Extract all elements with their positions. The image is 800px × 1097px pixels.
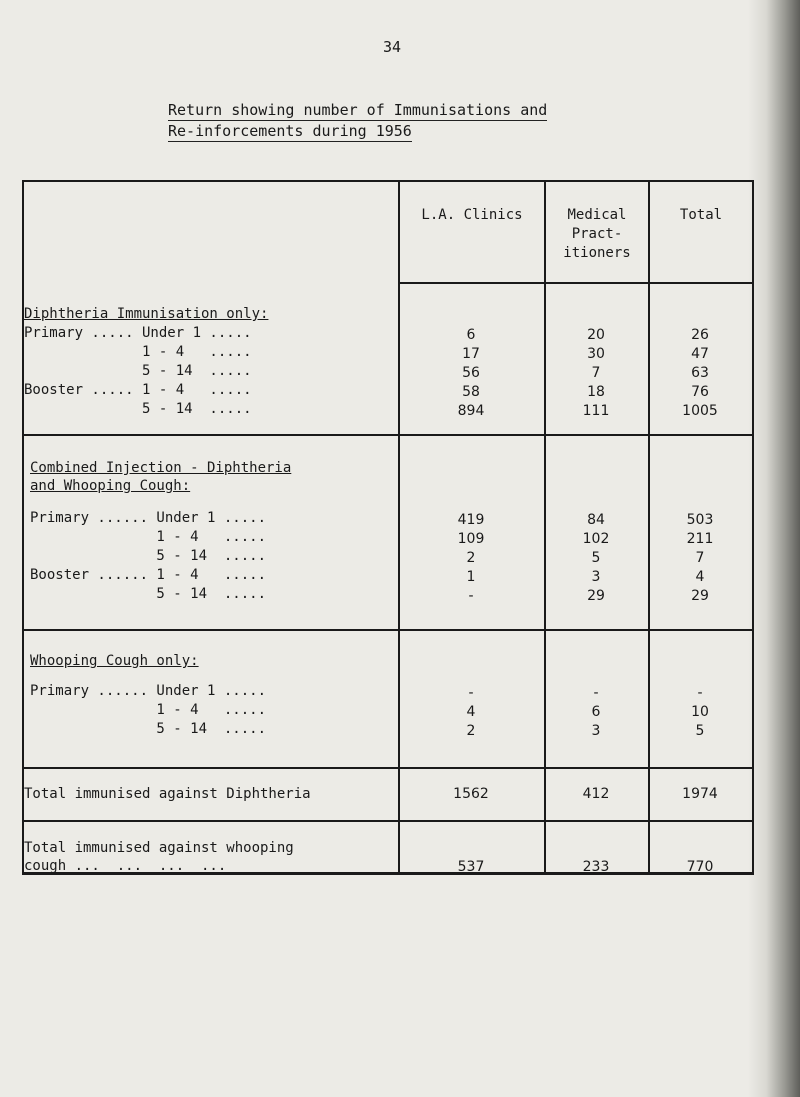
row-divider-1	[24, 434, 752, 436]
whoop-row-label: 5 - 14 .....	[30, 721, 267, 737]
diph-total: 26	[691, 327, 709, 343]
whoop-total: 10	[691, 704, 709, 720]
whoop-la: -	[468, 685, 474, 701]
diph-mp: 30	[587, 346, 605, 362]
total-diphtheria-total: 1974	[682, 786, 718, 802]
page-edge-shadow	[748, 0, 800, 1097]
page-number: 34	[383, 38, 402, 56]
diphtheria-heading: Diphtheria Immunisation only:	[24, 306, 269, 322]
combined-heading-2: and Whooping Cough:	[30, 478, 191, 494]
total-diphtheria-mp: 412	[582, 786, 610, 802]
diph-la: 17	[462, 346, 480, 362]
comb-row-label: 5 - 14 .....	[30, 586, 267, 602]
comb-total: 503	[686, 512, 714, 528]
whoop-total: 5	[695, 723, 705, 739]
comb-la: 2	[466, 550, 476, 566]
whoop-mp: 3	[591, 723, 601, 739]
whoop-row-label: Primary ...... Under 1 .....	[30, 683, 267, 699]
diph-row-label: Booster ..... 1 - 4 .....	[24, 382, 252, 398]
comb-total: 29	[691, 588, 709, 604]
total-whooping-la: 537	[457, 859, 485, 875]
row-divider-2	[24, 629, 752, 631]
comb-row-label: 1 - 4 .....	[30, 529, 267, 545]
diph-la: 894	[457, 403, 485, 419]
diph-row-label: 5 - 14 .....	[24, 363, 252, 379]
comb-row-label: 5 - 14 .....	[30, 548, 267, 564]
whoop-la: 2	[466, 723, 476, 739]
comb-la: -	[468, 588, 474, 604]
row-divider-4	[24, 820, 752, 822]
diph-row-label: 5 - 14 .....	[24, 401, 252, 417]
diph-mp: 111	[582, 403, 610, 419]
comb-mp: 5	[591, 550, 601, 566]
diph-mp: 20	[587, 327, 605, 343]
diph-mp: 18	[587, 384, 605, 400]
total-diphtheria-la: 1562	[453, 786, 489, 802]
header-total: Total	[679, 207, 723, 223]
total-whooping-label-2: cough ... ... ... ...	[24, 858, 227, 874]
comb-total: 7	[695, 550, 705, 566]
comb-row-label: Primary ...... Under 1 .....	[30, 510, 267, 526]
whoop-mp: 6	[591, 704, 601, 720]
diph-total: 76	[691, 384, 709, 400]
diph-total: 47	[691, 346, 709, 362]
comb-mp: 84	[587, 512, 605, 528]
whooping-heading: Whooping Cough only:	[30, 653, 199, 669]
diph-la: 6	[466, 327, 476, 343]
comb-la: 109	[457, 531, 485, 547]
total-whooping-mp: 233	[582, 859, 610, 875]
whoop-row-label: 1 - 4 .....	[30, 702, 267, 718]
combined-heading-1: Combined Injection - Diphtheria	[30, 460, 292, 476]
diph-total: 63	[691, 365, 709, 381]
header-medical-practitioners: Medical Pract- itioners	[563, 207, 631, 261]
comb-la: 419	[457, 512, 485, 528]
row-divider-3	[24, 767, 752, 769]
diph-mp: 7	[591, 365, 601, 381]
header-divider	[398, 282, 752, 284]
header-la-clinics: L.A. Clinics	[421, 207, 523, 223]
whoop-la: 4	[466, 704, 476, 720]
immunisation-table	[22, 180, 754, 875]
total-diphtheria-label: Total immunised against Diphtheria	[24, 786, 311, 802]
diph-la: 56	[462, 365, 480, 381]
comb-row-label: Booster ...... 1 - 4 .....	[30, 567, 267, 583]
comb-mp: 3	[591, 569, 601, 585]
comb-la: 1	[466, 569, 476, 585]
diph-row-label: Primary ..... Under 1 .....	[24, 325, 252, 341]
comb-mp: 29	[587, 588, 605, 604]
whoop-total: -	[697, 685, 703, 701]
diph-row-label: 1 - 4 .....	[24, 344, 252, 360]
title-line-2: Re-inforcements during 1956	[168, 122, 412, 140]
total-whooping-label-1: Total immunised against whooping	[24, 840, 294, 856]
comb-mp: 102	[582, 531, 610, 547]
title-line-1: Return showing number of Immunisations and	[168, 101, 548, 119]
whoop-mp: -	[593, 685, 599, 701]
comb-total: 4	[695, 569, 705, 585]
diph-la: 58	[462, 384, 480, 400]
page-title	[168, 100, 547, 142]
diph-total: 1005	[682, 403, 718, 419]
comb-total: 211	[686, 531, 714, 547]
total-whooping-total: 770	[686, 859, 714, 875]
